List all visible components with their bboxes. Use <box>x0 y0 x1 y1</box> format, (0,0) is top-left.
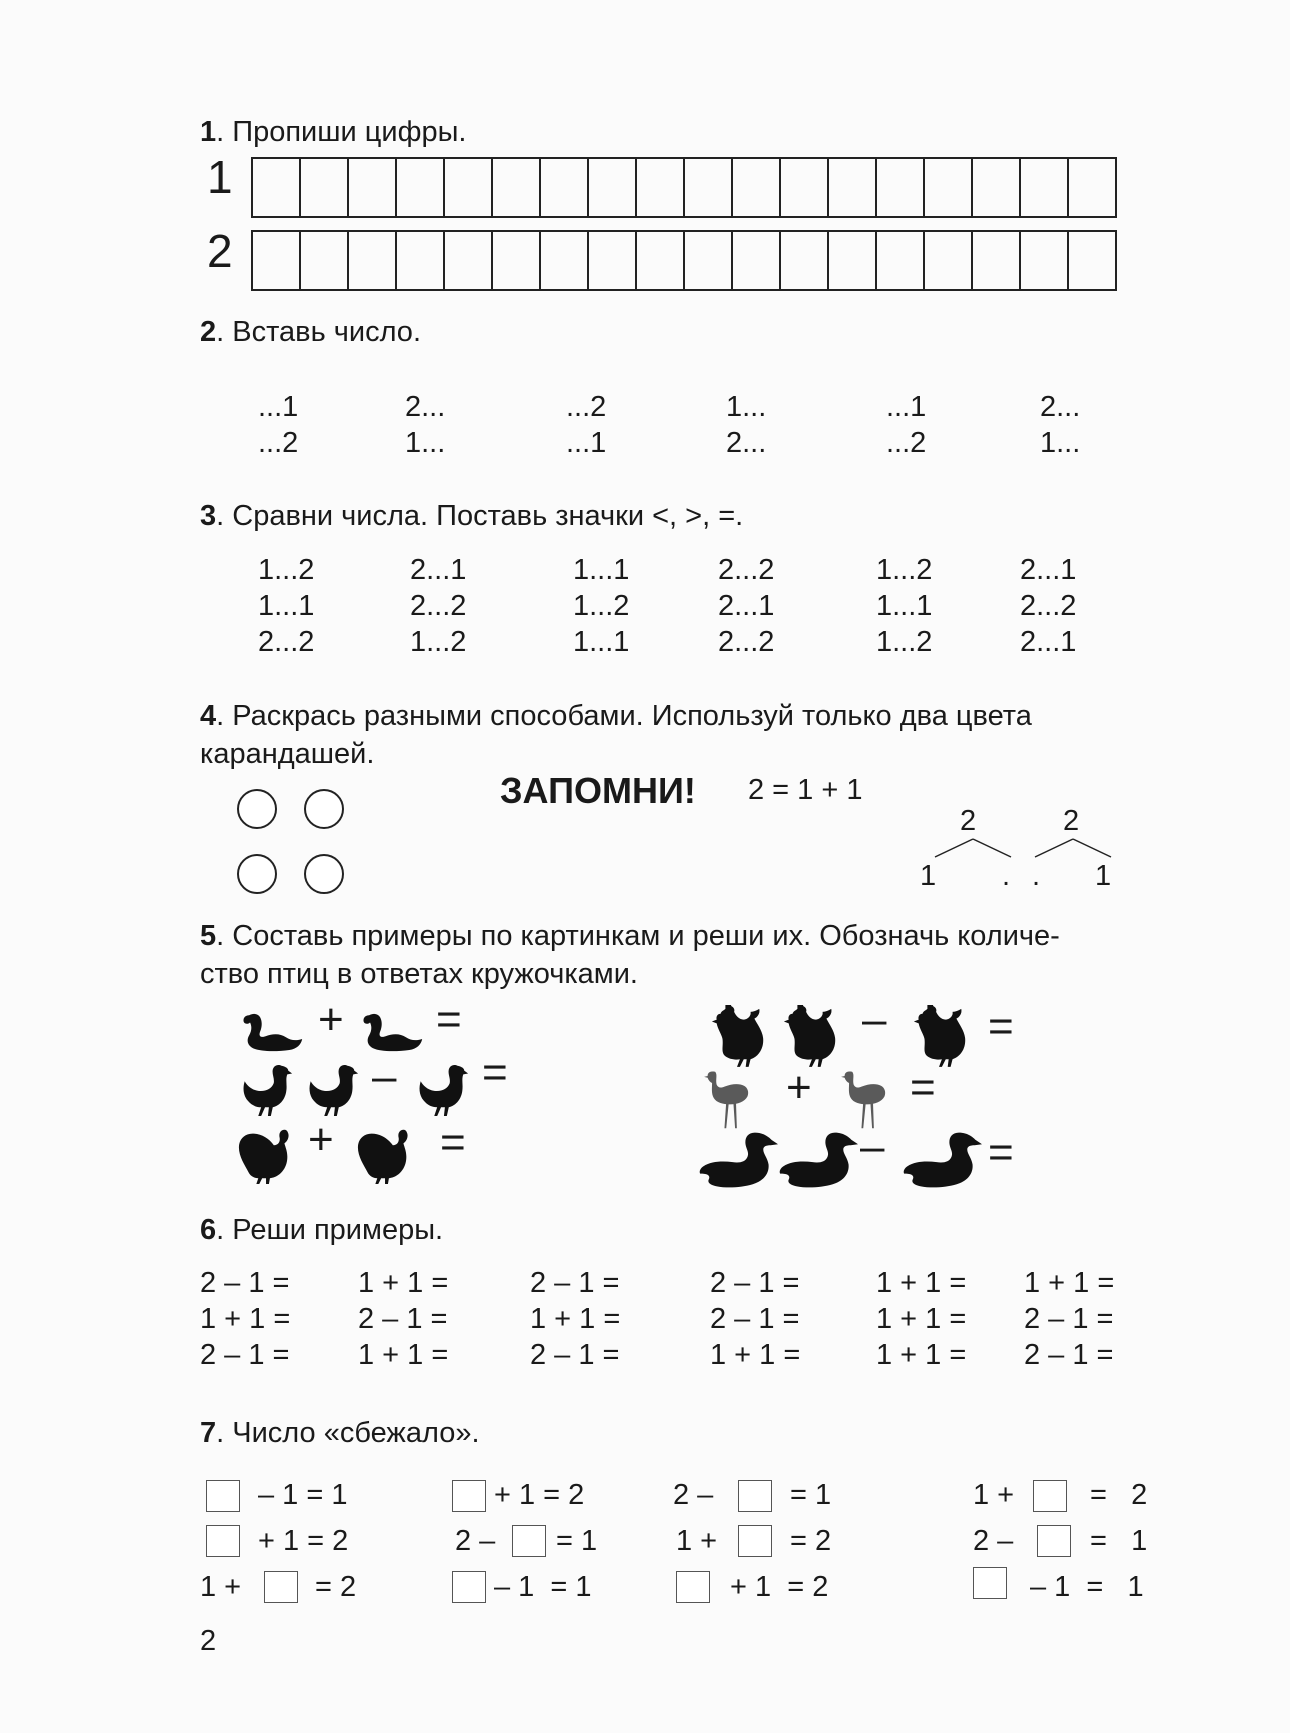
tree-top-number: 2 <box>960 805 977 837</box>
digit-cell[interactable] <box>541 157 589 218</box>
digit-cell[interactable] <box>589 230 637 291</box>
task7-expression: = 2 <box>1090 1479 1148 1511</box>
page-number: 2 <box>200 1625 217 1657</box>
digit-cell[interactable] <box>637 230 685 291</box>
task6-item: 2 – 1 = <box>710 1267 800 1299</box>
task2-item: ...2 <box>258 427 299 459</box>
operator-sign: – <box>372 1052 397 1101</box>
task2-item: 1... <box>1040 427 1081 459</box>
answer-box[interactable] <box>206 1480 240 1512</box>
task3-item: 2...1 <box>410 554 467 586</box>
operator-sign: + <box>318 995 344 1044</box>
digit-cell[interactable] <box>925 230 973 291</box>
task3-item: 1...2 <box>876 554 933 586</box>
task4-heading-line1: 4. Раскрась разными способами. Используй только два цвета <box>200 700 1032 732</box>
operator-sign: = <box>436 995 462 1044</box>
task2-item: 1... <box>726 391 767 423</box>
digit-cell[interactable] <box>781 157 829 218</box>
swan-icon <box>240 1002 304 1054</box>
digit-cell[interactable] <box>829 230 877 291</box>
task3-item: 1...1 <box>258 590 315 622</box>
task3-item: 1...1 <box>573 554 630 586</box>
answer-box[interactable] <box>738 1480 772 1512</box>
task6-item: 1 + 1 = <box>530 1303 621 1335</box>
operator-sign: = <box>482 1048 508 1097</box>
digit-cell[interactable] <box>781 230 829 291</box>
digit-cell[interactable] <box>733 230 781 291</box>
task3-item: 2...2 <box>1020 590 1077 622</box>
task7-expression: – 1 = 1 <box>494 1571 592 1603</box>
digit-cell[interactable] <box>493 230 541 291</box>
task6-item: 2 – 1 = <box>1024 1339 1114 1371</box>
digit-cell[interactable] <box>1069 157 1117 218</box>
task4-heading-line2: карандашей. <box>200 738 375 770</box>
task1-row-digit: 2 <box>207 225 233 277</box>
task3-item: 1...2 <box>410 626 467 658</box>
task7-expression: 2 – <box>973 1525 1014 1557</box>
task7-expression: = 2 <box>790 1525 832 1557</box>
task6-item: 1 + 1 = <box>358 1339 449 1371</box>
digit-cell[interactable] <box>445 157 493 218</box>
remember-formula: 2 = 1 + 1 <box>748 774 863 806</box>
task2-item: 2... <box>726 427 767 459</box>
answer-box[interactable] <box>1033 1480 1067 1512</box>
digit-cell[interactable] <box>685 230 733 291</box>
digit-cell[interactable] <box>301 230 349 291</box>
answer-box[interactable] <box>738 1525 772 1557</box>
task1-heading: 1. Пропиши цифры. <box>200 116 467 148</box>
digit-cell[interactable] <box>1021 230 1069 291</box>
task7-expression: = 1 <box>790 1479 832 1511</box>
task7-expression: – 1 = 1 <box>1030 1571 1144 1603</box>
task6-item: 1 + 1 = <box>1024 1267 1115 1299</box>
answer-box[interactable] <box>676 1571 710 1603</box>
hen-icon <box>413 1058 471 1116</box>
answer-box[interactable] <box>264 1571 298 1603</box>
task3-item: 2...1 <box>1020 626 1077 658</box>
digit-cell[interactable] <box>973 157 1021 218</box>
task6-heading: 6. Реши примеры. <box>200 1214 444 1246</box>
duck-icon <box>902 1130 982 1190</box>
answer-box[interactable] <box>206 1525 240 1557</box>
task7-expression: = 1 <box>1090 1525 1148 1557</box>
task7-expression: + 1 = 2 <box>258 1525 349 1557</box>
task3-item: 1...1 <box>876 590 933 622</box>
digit-cell[interactable] <box>877 157 925 218</box>
digit-cell[interactable] <box>301 157 349 218</box>
task6-item: 2 – 1 = <box>200 1339 290 1371</box>
digit-writing-row[interactable] <box>251 230 1117 291</box>
answer-box[interactable] <box>973 1567 1007 1599</box>
coloring-circle[interactable] <box>304 789 344 829</box>
digit-cell[interactable] <box>397 157 445 218</box>
task3-heading: 3. Сравни числа. Поставь значки <, >, =. <box>200 500 744 532</box>
tree-missing-dot: . <box>1032 860 1041 892</box>
operator-sign: = <box>440 1118 466 1167</box>
ostrich-icon <box>703 1068 753 1130</box>
operator-sign: + <box>786 1063 812 1112</box>
task3-item: 1...1 <box>573 626 630 658</box>
task2-item: ...1 <box>566 427 607 459</box>
task2-item: ...1 <box>886 391 927 423</box>
task3-item: 2...2 <box>258 626 315 658</box>
tree-missing-dot: . <box>1002 860 1011 892</box>
digit-cell[interactable] <box>1069 230 1117 291</box>
digit-cell[interactable] <box>973 230 1021 291</box>
task6-item: 1 + 1 = <box>876 1303 967 1335</box>
task3-item: 2...2 <box>410 590 467 622</box>
digit-cell[interactable] <box>637 157 685 218</box>
rooster-icon <box>780 1005 838 1067</box>
operator-sign: + <box>308 1115 334 1164</box>
tree-bottom-number: 1 <box>1095 860 1112 892</box>
answer-box[interactable] <box>452 1480 486 1512</box>
answer-box[interactable] <box>452 1571 486 1603</box>
task7-expression: 2 – <box>455 1525 496 1557</box>
operator-sign: = <box>988 1002 1014 1051</box>
task2-item: 1... <box>405 427 446 459</box>
hen-icon <box>303 1058 361 1116</box>
rooster-icon <box>708 1005 766 1067</box>
task7-expression: – 1 = 1 <box>258 1479 348 1511</box>
operator-sign: = <box>988 1128 1014 1177</box>
digit-cell[interactable] <box>253 230 301 291</box>
task7-expression: = 1 <box>556 1525 598 1557</box>
task7-heading: 7. Число «сбежало». <box>200 1417 480 1449</box>
digit-writing-row[interactable] <box>251 157 1117 218</box>
task3-item: 2...1 <box>1020 554 1077 586</box>
task6-item: 2 – 1 = <box>710 1303 800 1335</box>
digit-cell[interactable] <box>829 157 877 218</box>
task7-expression: 1 + <box>973 1479 1015 1511</box>
task6-item: 2 – 1 = <box>530 1267 620 1299</box>
task7-expression: + 1 = 2 <box>730 1571 829 1603</box>
digit-cell[interactable] <box>925 157 973 218</box>
tree-bottom-number: 1 <box>920 860 937 892</box>
task7-expression: 1 + <box>200 1571 242 1603</box>
task6-item: 1 + 1 = <box>710 1339 801 1371</box>
task2-item: ...2 <box>886 427 927 459</box>
digit-cell[interactable] <box>733 157 781 218</box>
digit-cell[interactable] <box>445 230 493 291</box>
answer-box[interactable] <box>512 1525 546 1557</box>
task3-item: 1...2 <box>876 626 933 658</box>
coloring-circle[interactable] <box>237 789 277 829</box>
task3-item: 1...2 <box>258 554 315 586</box>
task7-expression: + 1 = 2 <box>494 1479 585 1511</box>
rooster-icon <box>910 1005 968 1067</box>
task6-item: 1 + 1 = <box>200 1303 291 1335</box>
digit-cell[interactable] <box>349 230 397 291</box>
duck-icon <box>698 1130 778 1190</box>
tree-top-number: 2 <box>1063 805 1080 837</box>
turkey-icon <box>355 1122 417 1184</box>
digit-cell[interactable] <box>541 230 589 291</box>
hen-icon <box>237 1058 295 1116</box>
task2-item: ...2 <box>566 391 607 423</box>
swan-icon <box>360 1002 424 1054</box>
digit-cell[interactable] <box>877 230 925 291</box>
task1-row-digit: 1 <box>207 151 233 203</box>
task2-heading: 2. Вставь число. <box>200 316 421 348</box>
digit-cell[interactable] <box>253 157 301 218</box>
task6-item: 2 – 1 = <box>358 1303 448 1335</box>
operator-sign: – <box>862 995 887 1044</box>
task7-expression: 1 + <box>676 1525 718 1557</box>
duck-icon <box>778 1130 858 1190</box>
ostrich-icon <box>840 1068 890 1130</box>
task2-item: ...1 <box>258 391 299 423</box>
answer-box[interactable] <box>1037 1525 1071 1557</box>
task2-item: 2... <box>1040 391 1081 423</box>
digit-cell[interactable] <box>589 157 637 218</box>
task6-item: 2 – 1 = <box>530 1339 620 1371</box>
digit-cell[interactable] <box>685 157 733 218</box>
task2-item: 2... <box>405 391 446 423</box>
task5-heading-line1: 5. Составь примеры по картинкам и реши их. Обозначь количе- <box>200 920 1060 952</box>
task3-item: 2...1 <box>718 590 775 622</box>
digit-cell[interactable] <box>493 157 541 218</box>
coloring-circle[interactable] <box>304 854 344 894</box>
task3-item: 2...2 <box>718 554 775 586</box>
task7-expression: 2 – <box>673 1479 714 1511</box>
task7-expression: = 2 <box>315 1571 357 1603</box>
task5-heading-line2: ство птиц в ответах кружочками. <box>200 958 638 990</box>
operator-sign: – <box>860 1122 885 1171</box>
digit-cell[interactable] <box>397 230 445 291</box>
task6-item: 1 + 1 = <box>358 1267 449 1299</box>
task6-item: 1 + 1 = <box>876 1339 967 1371</box>
task6-item: 2 – 1 = <box>1024 1303 1114 1335</box>
digit-cell[interactable] <box>349 157 397 218</box>
remember-label: ЗАПОМНИ! <box>500 770 696 811</box>
coloring-circle[interactable] <box>237 854 277 894</box>
task6-item: 2 – 1 = <box>200 1267 290 1299</box>
task3-item: 2...2 <box>718 626 775 658</box>
turkey-icon <box>236 1122 298 1184</box>
digit-cell[interactable] <box>1021 157 1069 218</box>
operator-sign: = <box>910 1063 936 1112</box>
task3-item: 1...2 <box>573 590 630 622</box>
task6-item: 1 + 1 = <box>876 1267 967 1299</box>
